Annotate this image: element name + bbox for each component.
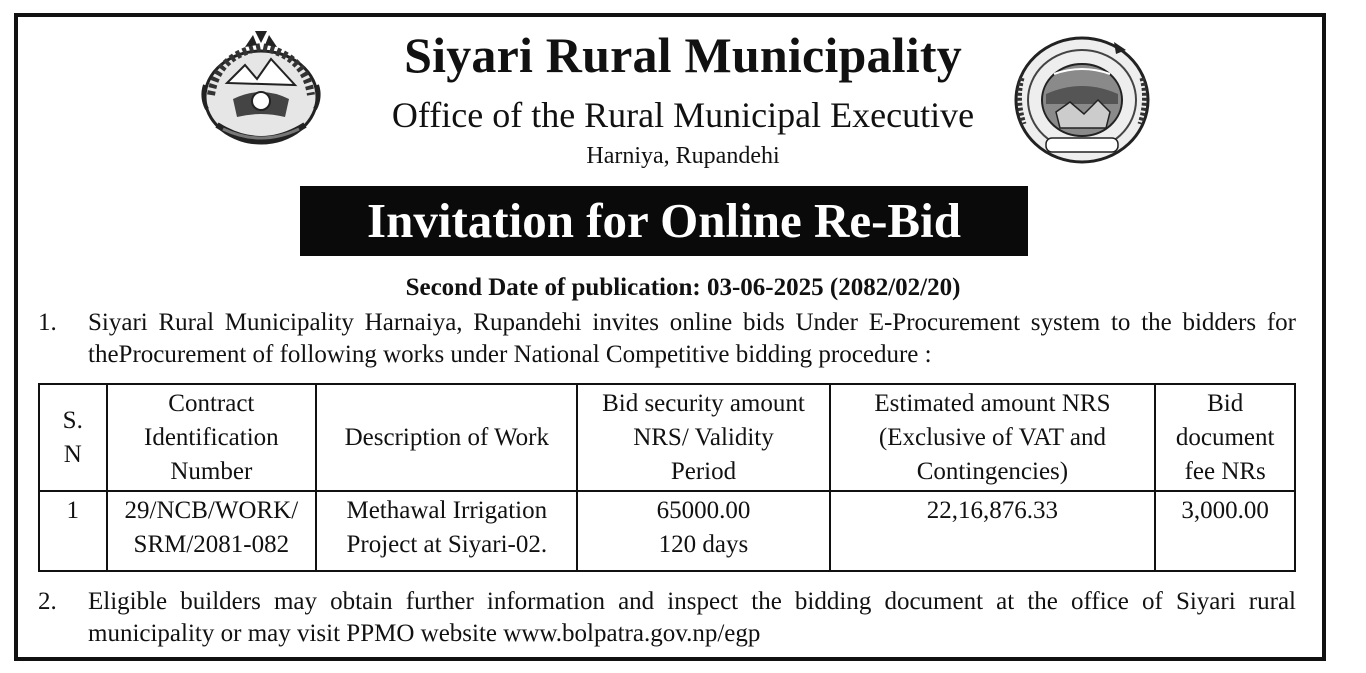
header-sn: S. N [39, 384, 107, 491]
cell-sn: 1 [39, 491, 107, 571]
cell-estimated-amount: 22,16,876.33 [830, 491, 1156, 571]
publication-date: Second Date of publication: 03-06-2025 (2082/02/20) [405, 274, 961, 301]
office-name: Office of the Rural Municipal Executive [391, 95, 975, 135]
paragraph-1 [38, 307, 1296, 371]
notice-title-banner: Invitation for Online Re-Bid [300, 186, 1028, 256]
paragraph-number: 1. [38, 309, 57, 336]
cell-description: Methawal Irrigation Project at Siyari-02. [316, 491, 577, 571]
cell-document-fee: 3,000.00 [1155, 491, 1295, 571]
header-estimated-amount: Estimated amount NRS (Exclusive of VAT and Contingencies) [830, 384, 1156, 491]
bid-table [38, 383, 1296, 572]
header-description: Description of Work [316, 384, 577, 491]
cell-contract-id: 29/NCB/WORK/ SRM/2081-082 [107, 491, 317, 571]
header-bid-security: Bid security amount NRS/ Validity Period [577, 384, 829, 491]
header-document-fee: Bid document fee NRs [1155, 384, 1295, 491]
paragraph-text: Eligible builders may obtain further information and inspect the bidding document at the office of Siyari rural municipality or may visit PPMO website www.bolpatra.gov.np/egp [88, 588, 1296, 647]
organization-name: Siyari Rural Municipality [404, 27, 962, 83]
paragraph-number: 2. [38, 588, 57, 615]
paragraph-text: Siyari Rural Municipality Harnaiya, Rupandehi invites online bids Under E-Procurement system to the bidders for theProcurement of following works under National Competitive bidding procedure : [88, 309, 1296, 368]
cell-bid-security: 65000.00 120 days [577, 491, 829, 571]
office-address: Harniya, Rupandehi [586, 143, 780, 169]
paragraph-2 [38, 586, 1296, 650]
header-contract-id: Contract Identification Number [107, 384, 317, 491]
table-row [39, 491, 1295, 571]
table-header-row [39, 384, 1295, 491]
